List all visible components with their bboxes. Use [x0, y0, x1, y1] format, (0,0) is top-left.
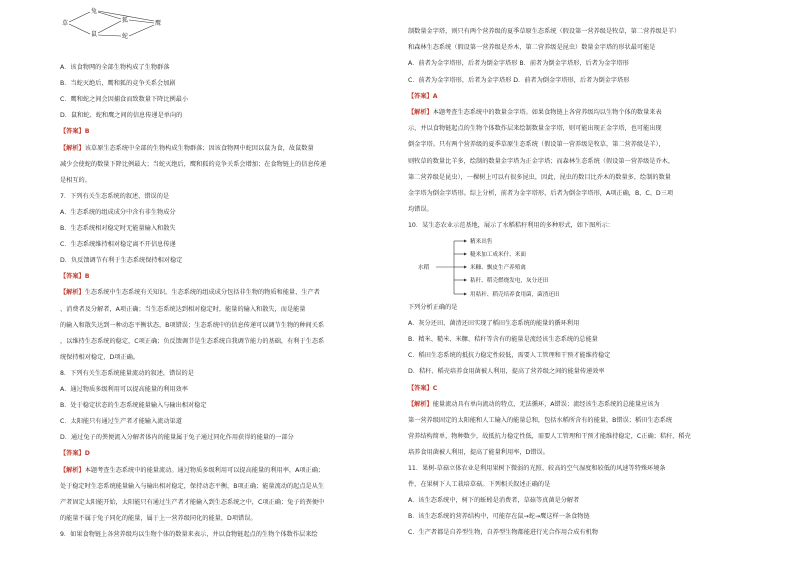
text-line: D．鼠和蛇、蛇和鹰之间的信息传递是单向的: [60, 112, 183, 120]
text-line: 的能量不属于兔子同化的能量，属于上一营养级同化的能量，D项错误。: [60, 514, 257, 522]
text-line: 和森林生态系统（假设第一营养级是乔木，第二营养级是昆虫）数量金字塔的形状最可能是: [408, 44, 656, 52]
text-line: A．灰分还田、菌渣还田实现了稻田生态系统的能量的循环利用: [408, 320, 580, 328]
text-line: B．生态系统相对稳定时无能量输入和散失: [60, 225, 176, 232]
text-line: 则牧草的数量比羊多，绘制的数量金字塔为正金字塔；而森林生态系统（假设第一营养级是乔木，: [408, 157, 675, 165]
text-line: 是相互的。: [60, 176, 91, 184]
text-line: D．负反馈调节有利于生态系统保持相对稳定: [60, 257, 183, 265]
answer-line: 【答案】A: [408, 92, 438, 100]
flow-branch-3: 米糠、飘皮生产养殖禽: [470, 265, 526, 271]
text-line: 处于稳定时生态系统能量输入与输出相对稳定，保持动态平衡，B项正确；能量流动的起点是从生: [60, 482, 325, 490]
text-line: 减少会使蛇的数量下降比例最大；当蛇灭绝后，鹰和狐的竞争关系会增加；在食物链上的信息传递: [60, 160, 327, 168]
text-line: B．当蛇灭绝后，鹰和狐的竞争关系会加剧: [60, 80, 176, 88]
flow-branch-4: 秸秆、稻壳燃烧发电，灰分还田: [470, 278, 549, 284]
text-line: 11．果树-草菇立体农业是利用果树下微弱的光照、较高的空气湿度和较低的风速等特殊环境条: [408, 465, 666, 472]
answer-line: 【答案】D: [60, 450, 90, 458]
text-line: A．该食物网的全部生物构成了生物群落: [60, 64, 170, 71]
foodweb-rabbit: 兔: [91, 8, 98, 15]
text-line: C．稻田生态系统的抵抗力稳定性较低，需要人工管理和干预才能维持稳定: [408, 352, 611, 360]
text-line: C．鹰和蛇之间会因捕食而致数量下降比例最小: [60, 96, 189, 104]
text-line: A．前者为金字塔形，后者为倒金字塔形 B．前者为倒金字塔形，后者为金字塔形: [408, 60, 629, 68]
text-line: C．太阳能只有通过生产者才能输入流动渠道: [60, 418, 182, 426]
explanation-line: 【解析】该草原生态系统中全部的生物构成生物群落；因该食物网中蛇因以鼠为食，故鼠数量: [60, 144, 314, 152]
flow-branch-2: 糙米加工成米什、米面: [470, 252, 526, 258]
answer-line: 【答案】B: [60, 128, 90, 136]
flow-source: 水稻: [418, 265, 430, 271]
text-line: A．生态系统的组成成分中含有非生物成分: [60, 208, 176, 216]
foodweb-grass: 草: [62, 20, 69, 27]
text-line: 件，在果树下人工栽培草菇。下列相关叙述正确的是: [408, 481, 551, 489]
text-line: D．通过兔子的粪便流入分解者体内的能量属于兔子通过同化作用获得的能量的一部分: [60, 434, 294, 442]
text-line: 倒金字塔。只有两个营养级的夏季草原生态系统（假设第一营养级是牧草，第二营养级是羊），: [408, 141, 665, 149]
text-line: 示，并以食物链起点的生物个体数作层来绘制数量金字塔，则可能出现正金字塔，也可能出现: [408, 125, 662, 133]
text-line: 统保持相对稳定，D项正确。: [60, 353, 140, 361]
answer-line: 【答案】C: [408, 384, 438, 392]
text-line: 、消费者及分解者，A项正确；当生态系统达到相对稳定时，能量的输入和散失，而是能量: [60, 305, 306, 313]
text-line: 9．如果食物链上各营养级均以生物个体的数量来表示，并以食物链起点的生物个体数作层来绘: [60, 530, 318, 538]
text-line: ，以维持生态系统的稳定，C项正确；负反馈调节是生态系统自我调节能力的基础，有利于生态系: [60, 337, 325, 345]
explanation-line: 【解析】本题考查生态系统中的能量流动。通过物质多级利用可以提高能量的利用率，A项正确；: [60, 466, 325, 474]
text-line: 制数量金字塔，则只有两个营养级的夏季草原生态系统（假设第一营养级是牧草，第二营养级是羊）: [408, 28, 681, 35]
text-line: B．该生态系统的营养结构中，可能存在鼠→蛇→鹰这样一条食物链: [408, 513, 590, 521]
text-line: C．生态系统维持相对稳定离不开信息传递: [60, 241, 176, 249]
flow-branch-1: 精米出售: [470, 239, 493, 245]
text-line: C．前者为金字塔形，后者为金字塔形 D．前者为倒金字塔形，后者为倒金字塔形: [408, 76, 630, 84]
text-line: D．秸秆、稻壳培养食用菌被人利用，提高了营养级之间的能量传递效率: [408, 368, 605, 376]
text-line: 金字塔为倒金字塔形。综上分析，前者为金字塔形，后者为倒金字塔形，A项正确，B、C、D三项: [408, 190, 674, 197]
text-line: B．处于稳定状态的生态系统能量输入与输出相对稳定: [60, 402, 207, 410]
text-line: 下列分析正确的是: [408, 304, 458, 311]
text-line: B．精米、糙米、米糠、秸秆等含有的能量是流经该生态系统的总能量: [408, 336, 598, 344]
answer-line: 【答案】B: [60, 273, 90, 281]
foodweb-hawk: 鹰: [155, 20, 162, 27]
text-line: 营养结构简单，物种数少，故抵抗力稳定性低，需要人工管理和干预才能维持稳定，C正确；秸秆、稻壳: [408, 432, 691, 440]
text-line: A．该生态系统中，树下的蚯蚓是消费者，草菇等真菌是分解者: [408, 497, 580, 505]
text-line: 产者固定太阳能开始，太阳能只有通过生产者才能输入到生态系统之中，C项正确；兔子的粪便中: [60, 498, 325, 506]
text-line: 10．某生态农业示范基地，展示了水稻秸秆利用的多种形式，如下图所示：: [408, 222, 614, 230]
flow-branch-5: 用秸秆、稻壳培养食用菌，菌渣还田: [470, 292, 560, 298]
text-line: 8．下列有关生态系统能量流动的叙述，错误的是: [60, 369, 194, 377]
text-line: 培养食用菌被人利用，提高了能量利用率，D错误。: [408, 448, 549, 456]
text-line: 第二营养级是昆虫），一棵树上可以有很多昆虫，因此，昆虫的数目比乔木的数量多，绘制的数量: [408, 173, 671, 181]
foodweb-fox: 狐: [122, 17, 129, 24]
foodweb-mouse: 鼠: [91, 31, 98, 38]
rice-utilization-diagram: [418, 236, 618, 298]
explanation-line: 【解析】生态系统中生态系统有关知识。生态系统的组成成分包括非生物的物质和能量、生产者: [60, 289, 320, 297]
explanation-line: 【解析】本题考查生态系统中的数量金字塔。如果食物链上各营养级均以生物个体的数量来表: [408, 109, 662, 116]
text-line: 7．下列有关生态系统的叙述，错误的是: [60, 192, 170, 200]
text-line: 第一营养级固定的太阳能和人工输入的能量总和，包括水稻所含有的能量，B错误；稻田生态系统: [408, 416, 673, 424]
explanation-line: 【解析】能量流动具有单向流动的特点，无法循环，A错误；流经该生态系统的总能量应该为: [408, 400, 660, 408]
text-line: 的输入和散失达到一种动态平衡状态，B项错误；生态系统中的信息传递可以调节生物的种间关系: [60, 321, 325, 329]
food-web-diagram: [60, 6, 180, 40]
text-line: 均错误。: [408, 206, 433, 214]
text-line: A．通过物质多级利用可以提高能量的利用效率: [60, 386, 188, 393]
foodweb-snake: 蛇: [122, 33, 129, 40]
text-line: C．生产者都是自养型生物，自养型生物都能进行光合作用合成有机物: [408, 529, 598, 537]
